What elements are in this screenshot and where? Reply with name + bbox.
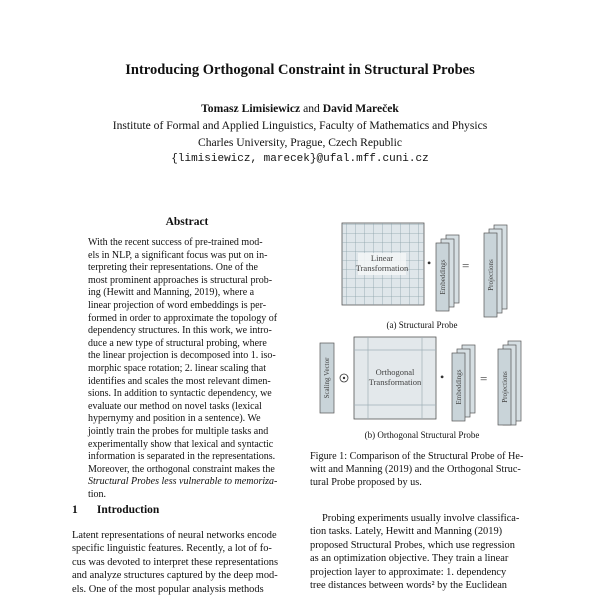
abstract-line: information is separated in the representations. xyxy=(88,451,276,463)
intro-line: and analyze structures captured by the deep mod- xyxy=(72,570,278,582)
projections-stack xyxy=(484,225,507,317)
abstract-line: jointly train the probes for multiple tasks and xyxy=(88,425,269,437)
matrix-label-line-1: Linear xyxy=(370,253,394,263)
abstract-line: linear projection of word embeddings is per- xyxy=(88,299,267,311)
abstract-line: dependency structures. In this work, we intro- xyxy=(88,325,272,337)
intro-body xyxy=(72,529,298,596)
affiliation-2: Charles University, Prague, Czech Republic xyxy=(197,136,403,149)
right-column-body xyxy=(310,512,532,592)
abstract-line: els in NLP, a significant focus was put on in- xyxy=(88,249,268,261)
paper-title: Introducing Orthogonal Constraint in Structural Probes xyxy=(125,62,475,78)
intro-line: specific linguistic features. Recently, a lot of fo- xyxy=(72,543,272,555)
abstract-line: Structural Probes less vulnerable to memoriza- xyxy=(88,476,278,488)
abstract-body xyxy=(88,237,286,501)
scaling-vector xyxy=(320,343,334,413)
abstract-line: morphic space rotation; 2. linear scaling that xyxy=(88,362,266,374)
abstract-heading: Abstract xyxy=(165,216,209,228)
abstract-line: Moreover, the orthogonal constraint makes the xyxy=(88,463,275,475)
figure-caption xyxy=(310,450,532,489)
subcaption-a: (a) Structural Probe xyxy=(386,320,458,330)
caption-line: witt and Manning (2019) and the Orthogonal Struc- xyxy=(310,464,521,475)
embeddings-stack-b xyxy=(452,345,475,421)
email: {limisiewicz, marecek}@ufal.mff.cuni.cz xyxy=(171,153,429,165)
orthogonal-transformation-matrix xyxy=(354,337,436,419)
right-line: proposed Structural Probes, which use regression xyxy=(310,539,515,551)
matrix-label-line-2: Transformation xyxy=(355,263,409,273)
projections-stack-b xyxy=(498,341,521,425)
embeddings-stack xyxy=(436,235,459,311)
section-heading xyxy=(72,504,159,516)
abstract-line: identifies and scales the most relevant dimen- xyxy=(88,375,271,387)
dot-operator-b: • xyxy=(440,370,445,384)
abstract-line: the linear projection is decomposed into 1. iso- xyxy=(88,350,276,362)
right-line: tree distances between words² by the Euclidean xyxy=(310,580,508,592)
projections-label: Projections xyxy=(487,259,495,291)
abstract-line: evaluate our method on novel tasks (lexical xyxy=(88,400,262,412)
equals-sign-b: = xyxy=(480,371,488,386)
subcaption-b: (b) Orthogonal Structural Probe xyxy=(364,430,480,440)
orthogonal-label-line-2: Transformation xyxy=(368,377,422,387)
scaling-vector-label: Scaling Vector xyxy=(323,357,331,399)
section-title: Introduction xyxy=(96,504,160,516)
caption-line: tural Probe proposed by us. xyxy=(310,477,422,488)
abstract-line: experimentally show that lexical and syntactic xyxy=(88,438,274,450)
intro-line: cus was devoted to interpret these representations xyxy=(72,556,279,568)
embeddings-label: Embeddings xyxy=(439,259,447,295)
affiliation-1: Institute of Formal and Applied Linguistics, Faculty of Mathematics and Physics xyxy=(112,119,488,132)
abstract-line: sions. In addition to syntactic dependency, we xyxy=(88,388,272,400)
right-line: tion tasks. Lately, Hewitt and Manning (2019) xyxy=(310,526,503,538)
section-number: 1 xyxy=(72,504,78,516)
abstract-line: duce a new type of structural probing, where xyxy=(88,337,267,349)
intro-line: els. One of the most popular analysis methods xyxy=(72,583,264,595)
orthogonal-label-line-1: Orthogonal xyxy=(375,367,415,377)
author-1: Tomasz Limisiewicz xyxy=(201,102,301,115)
right-line: as an optimization objective. They train a linear xyxy=(310,553,509,565)
abstract-line: tion. xyxy=(88,488,107,500)
abstract-line: formed in order to approximate the topology of xyxy=(88,312,278,324)
abstract-line: hypernymy and position in a sentence). We xyxy=(88,413,261,425)
abstract-line: ing (Hewitt and Manning, 2019), where a xyxy=(88,287,255,299)
intro-line: Latent representations of neural networks encode xyxy=(72,530,277,541)
dot-operator: • xyxy=(427,256,432,270)
author-line xyxy=(0,100,600,117)
right-line: projection layer to approximate: 1. dependency xyxy=(310,566,507,578)
author-and: and xyxy=(303,102,320,115)
abstract-line: terpreting their representations. One of the xyxy=(88,262,258,274)
abstract-line: most prominent approaches is structural prob- xyxy=(88,274,273,286)
author-block xyxy=(0,100,600,168)
caption-line: Figure 1: Comparison of the Structural Probe of He- xyxy=(310,451,524,462)
linear-transformation-matrix xyxy=(342,223,424,305)
right-line: Probing experiments usually involve classifica- xyxy=(322,513,520,524)
equals-sign: = xyxy=(462,258,470,273)
author-2: David Mareček xyxy=(322,102,399,115)
embeddings-label-b: Embeddings xyxy=(455,369,463,405)
projections-label-b: Projections xyxy=(501,371,509,403)
abstract-line: With the recent success of pre-trained mod- xyxy=(88,237,263,248)
